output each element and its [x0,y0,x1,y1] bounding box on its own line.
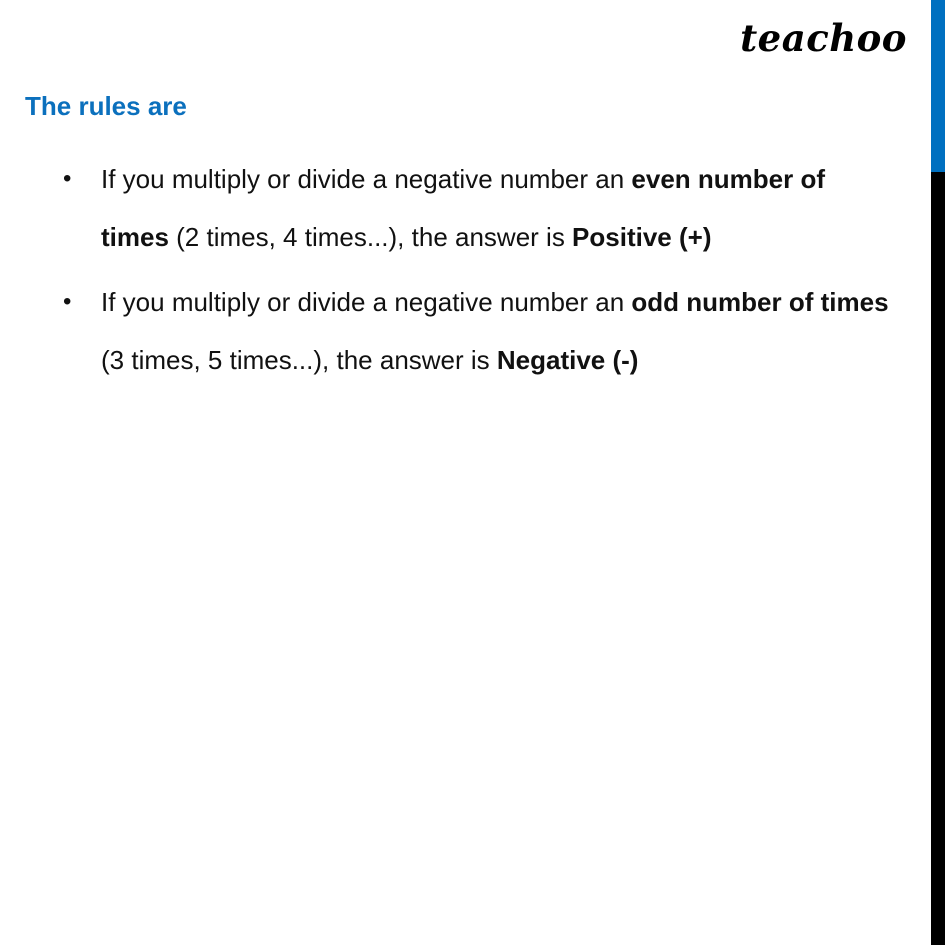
rule-emphasis: odd number of times [631,287,889,317]
rule-result: Positive (+) [572,222,712,252]
rule-item-even [60,150,890,266]
rules-list [60,150,890,396]
rule-text: (3 times, 5 times...), the answer is [101,345,497,375]
bullet-icon: • [63,288,72,315]
rule-text: If you multiply or divide a negative number an [101,287,632,317]
bullet-icon: • [63,165,72,192]
rule-emphasis: even number of times [101,164,825,252]
rule-text: (2 times, 4 times...), the answer is [168,222,573,252]
rule-result: Negative (-) [496,345,639,375]
rule-text: If you multiply or divide a negative number an [101,164,632,194]
side-accent-bar [931,0,945,945]
teachoo-logo: teachoo [740,16,907,60]
rule-item-odd [60,273,890,389]
section-heading: The rules are [25,91,187,121]
side-accent-bar-blue [931,0,945,172]
